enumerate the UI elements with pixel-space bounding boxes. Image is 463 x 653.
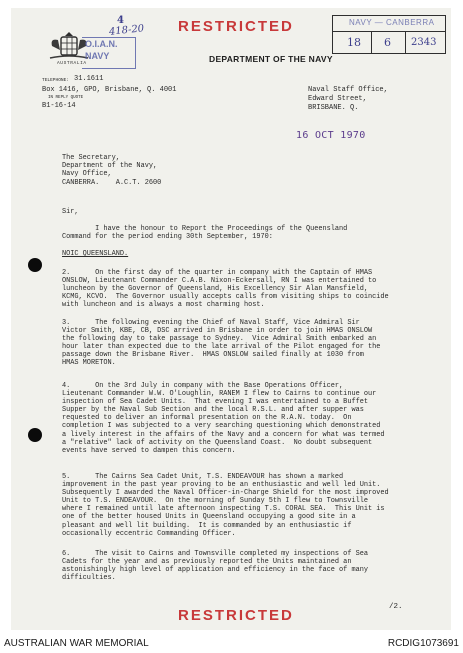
file-reference: B1-16-14 [42, 102, 76, 110]
registry-box-label: NAVY — CANBERRA [349, 18, 435, 27]
recipient-line-2: Department of the Navy, [62, 162, 158, 170]
department-title: DEPARTMENT OF THE NAVY [209, 54, 333, 64]
office-address-line-2: Edward Street, [308, 95, 367, 103]
punch-hole-upper [28, 258, 42, 272]
paragraph-5: 5. The Cairns Sea Cadet Unit, T.S. ENDEAVOUR has shown a marked improvement in the past year proving to be an enthusiastic and well led Unit. Subsequently I awarded the Naval Officer-in-Charge Shield for the most improved Unit to T.S. ENDEAVOUR. On the morning of Sunday 5th I flew to Townsville where I remained until late afternoon inspecting T.S. CORAL SEA. This Unit is one of the better housed Units in Queensland occupying a good site in a pleasant and well lit building. It is commanded by an enthusiastic if occasionally eccentric Commanding Officer. [62, 473, 389, 538]
registry-cell-3: 2343 [411, 37, 437, 48]
telephone-number: 31.1611 [74, 75, 104, 83]
reply-quote-label: IN REPLY QUOTE [48, 96, 84, 100]
intro-paragraph: I have the honour to Report the Proceedings of the Queensland Command for the period ending 30th September, 1970: [62, 225, 348, 242]
recipient-line-1: The Secretary, [62, 154, 120, 162]
blue-stamp-text: O.I.A.N. NAVY [85, 39, 118, 61]
recipient-line-3: Navy Office, [62, 170, 112, 178]
restricted-stamp-top: RESTRICTED [178, 18, 294, 35]
section-heading: NOIC QUEENSLAND. [62, 250, 129, 258]
page-continuation-marker: /2. [389, 603, 403, 611]
paragraph-4: 4. On the 3rd July in company with the Base Operations Officer, Lieutenant Commander W.W. O'Loughlin, RANEM I flew to Cairns to continue our inspection of Sea Cadet Units. That evening I was entertained to a Buffet Supper by the Naval Sub Section and the local R.S.L. and after supper was requested to deliver an informal presentation on the R.A.N. today. On completion I was subjected to a very searching questioning which demonstrated a lively interest in the affairs of the Navy and a concern for what was termed a "relative" lack of activity on the Queensland Coast. No doubt subsequent events have served to dampen this concern. [62, 382, 385, 455]
archive-footer [0, 630, 463, 653]
blue-registry-stamp [82, 37, 136, 69]
footer-institution: AUSTRALIAN WAR MEMORIAL [4, 638, 149, 649]
salutation: Sir, [62, 208, 79, 216]
handwritten-reference: 418-20 [108, 23, 145, 38]
registry-cell-1: 18 [347, 36, 361, 49]
handwritten-number: 4 [117, 15, 124, 26]
paragraph-6: 6. The visit to Cairns and Townsville completed my inspections of Sea Cadets for the year and as previously reported the Units maintained an astonishingly high level of application and efficiency in the face of many difficulties. [62, 550, 368, 583]
punch-hole-lower [28, 428, 42, 442]
recipient-line-4: CANBERRA. A.C.T. 2600 [62, 179, 162, 187]
paragraph-2: 2. On the first day of the quarter in company with the Captain of HMAS ONSLOW, Lieutenant Commander C.A.B. Nixon-Eckersall, RN I was entertained to luncheon by the Governor of Queensland, His Excellency Sir Alan Mansfield, KCMG, KCVO. The Governor usually accepts calls from visiting ships to coincide with luncheon and is always a most charming host. [62, 269, 389, 310]
postal-box: Box 1416, GPO, Brisbane, Q. 4001 [42, 86, 177, 94]
date-stamp: 16 OCT 1970 [296, 130, 366, 141]
footer-record-id: RCDIG1073691 [387, 638, 459, 649]
office-address-line-1: Naval Staff Office, [308, 86, 388, 94]
office-address-line-3: BRISBANE. Q. [308, 104, 359, 112]
registry-box [332, 15, 446, 54]
telephone-label: TELEPHONE: [42, 78, 70, 83]
paragraph-3: 3. The following evening the Chief of Naval Staff, Vice Admiral Sir Victor Smith, KBE, CB, DSC arrived in Brisbane in order to join HMAS ONSLOW the following day to take passage to Sydney. Vice Admiral Smith embarked an hour later than expected due to the late arrival of the Pilot engaged for the passage down the Brisbane River. HMAS ONSLOW sailed finally at 1030 from HMAS MORETON. [62, 319, 381, 368]
registry-cell-2: 6 [384, 36, 391, 49]
crest-caption: AUSTRALIA [57, 61, 87, 66]
restricted-stamp-bottom: RESTRICTED [178, 607, 294, 624]
